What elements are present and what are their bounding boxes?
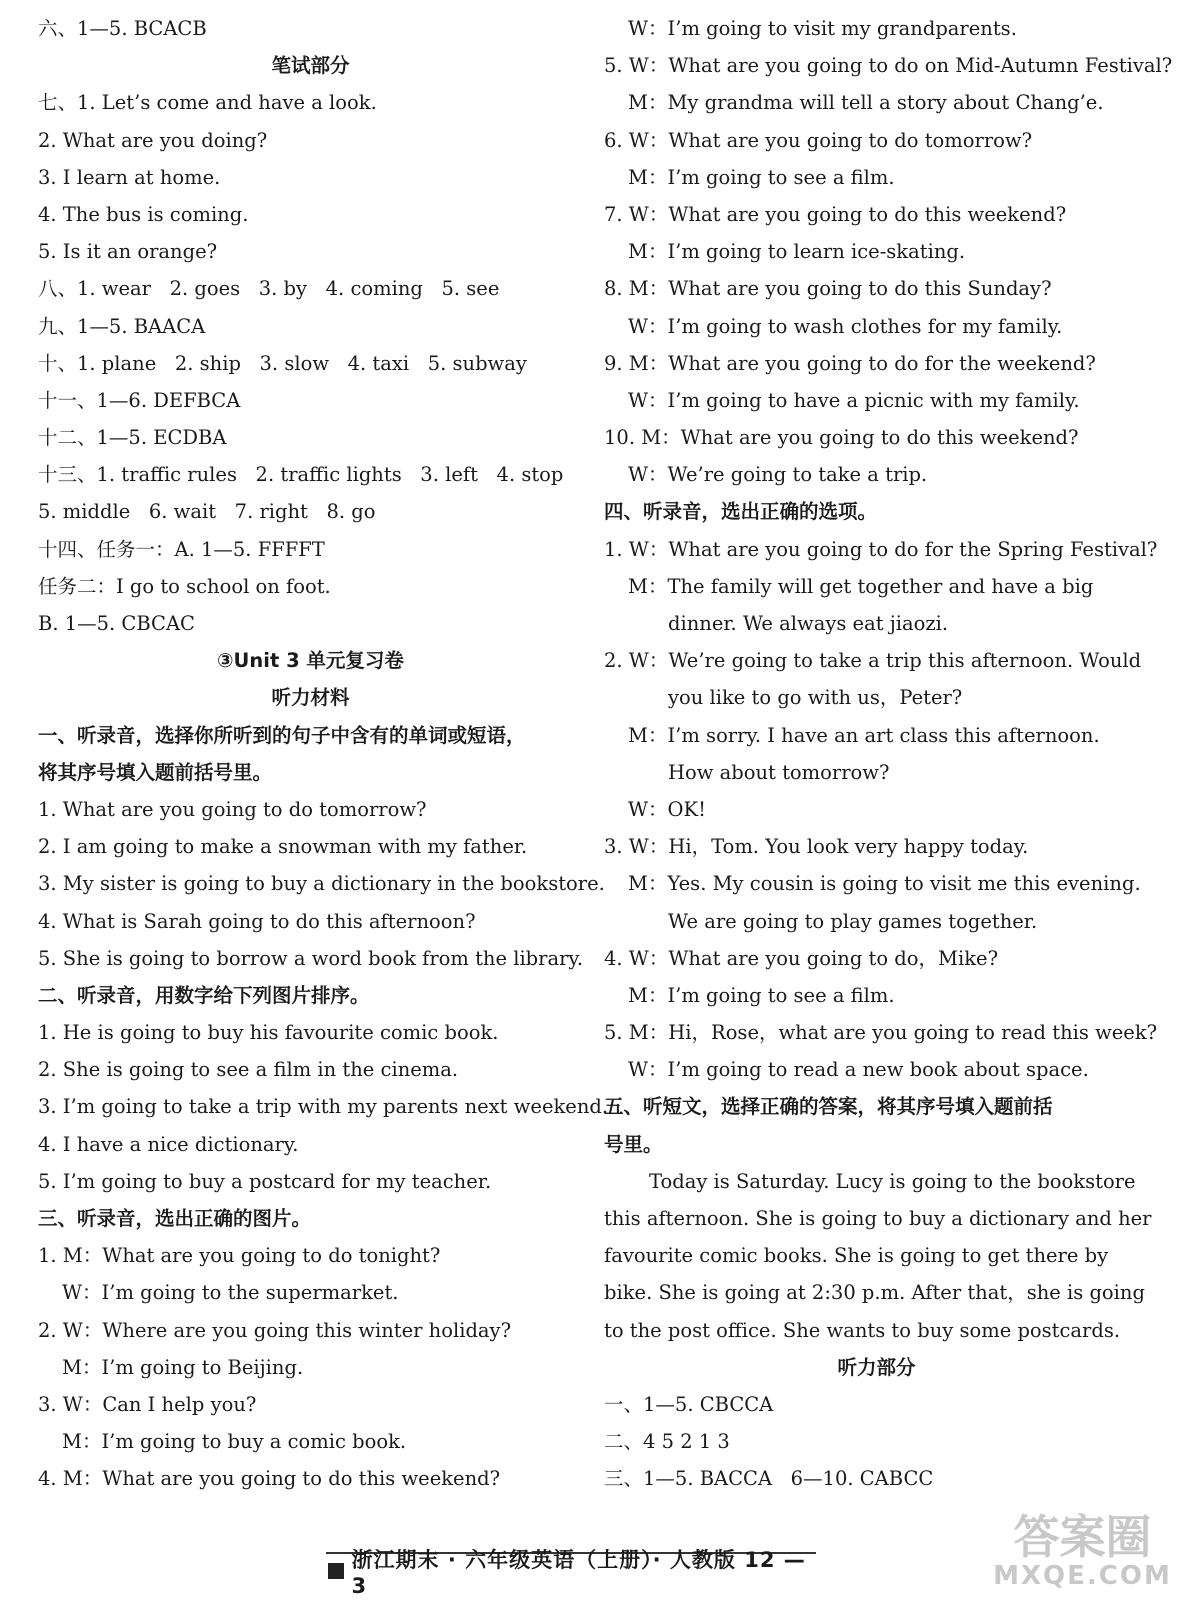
text-line: 十三、1. traffic rules 2. traffic lights 3. left 4. stop	[38, 463, 564, 487]
watermark-logo	[990, 1512, 1175, 1592]
text-line: 4. M：What are you going to do this weekend?	[38, 1467, 501, 1491]
text-line: M：The family will get together and have a big	[628, 574, 1094, 598]
text-line: 1. W：What are you going to do for the Spring Festival?	[604, 537, 1158, 561]
text-line: 2. W：We’re going to take a trip this afternoon. Would	[604, 649, 1142, 673]
text-line: 4. I have a nice dictionary.	[38, 1132, 299, 1156]
text-line: 7. W：What are you going to do this weekend?	[604, 202, 1067, 226]
text-line: W：I’m going to the supermarket.	[62, 1281, 399, 1305]
text-line: 3. I’m going to take a trip with my parents next weekend.	[38, 1095, 609, 1119]
text-line: 1. What are you going to do tomorrow?	[38, 797, 427, 821]
text-line: 10. M：What are you going to do this weekend?	[604, 426, 1079, 450]
section-heading: 五、听短文，选择正确的答案，将其序号填入题前括	[604, 1095, 1053, 1119]
text-line: M：Yes. My cousin is going to visit me this evening.	[628, 872, 1141, 896]
page-footer	[326, 1548, 816, 1598]
text-line: 4. The bus is coming.	[38, 202, 249, 226]
text-line: you like to go with us，Peter?	[668, 686, 963, 710]
text-line: W：We’re going to take a trip.	[628, 463, 928, 487]
text-line: 9. M：What are you going to do for the weekend?	[604, 351, 1096, 375]
text-line: favourite comic books. She is going to get there by	[604, 1244, 1109, 1268]
text-line: 六、1—5. BCACB	[38, 17, 207, 40]
text-line: M：I’m going to see a film.	[628, 165, 895, 189]
section-heading: 听力部分	[837, 1355, 916, 1379]
text-line: 3. I learn at home.	[38, 165, 221, 189]
text-line: 十、1. plane 2. ship 3. slow 4. taxi 5. subway	[38, 351, 527, 375]
text-line: 任务二：I go to school on foot.	[38, 574, 331, 598]
text-line: 5. She is going to borrow a word book from the library.	[38, 946, 584, 970]
section-heading: 将其序号填入题前括号里。	[38, 760, 273, 784]
text-line: W：I’m going to read a new book about space.	[628, 1058, 1089, 1082]
text-line: We are going to play games together.	[668, 909, 1038, 933]
footer-square-icon	[328, 1563, 344, 1579]
text-line: 九、1—5. BAACA	[38, 314, 206, 338]
section-heading: 二、听录音，用数字给下列图片排序。	[38, 983, 370, 1007]
left-column	[38, 10, 609, 1498]
text-line: W：I’m going to have a picnic with my family.	[628, 388, 1080, 412]
text-line: 5. Is it an orange?	[38, 240, 218, 264]
text-line: 5. middle 6. wait 7. right 8. go	[38, 500, 376, 524]
text-line: 十一、1—6. DEFBCA	[38, 388, 241, 412]
section-heading: 号里。	[604, 1132, 663, 1156]
text-line: W：I’m going to wash clothes for my family.	[628, 314, 1063, 338]
text-line: M：I’m going to learn ice-skating.	[628, 240, 966, 264]
text-line: 4. W：What are you going to do，Mike?	[604, 946, 999, 970]
text-line: 七、1. Let’s come and have a look.	[38, 91, 377, 115]
text-line: 1. M：What are you going to do tonight?	[38, 1244, 441, 1268]
text-line: this afternoon. She is going to buy a dictionary and her	[604, 1207, 1152, 1230]
section-heading: 三、听录音，选出正确的图片。	[38, 1207, 312, 1230]
text-line: B. 1—5. CBCAC	[38, 612, 195, 635]
text-line: 3. W：Hi，Tom. You look very happy today.	[604, 835, 1029, 859]
section-heading: 笔试部分	[271, 54, 350, 78]
footer-text: 浙江期末 · 六年级英语（上册）· 人教版 12 — 3	[351, 1548, 806, 1598]
text-line: 2. She is going to see a film in the cinema.	[38, 1058, 459, 1082]
section-heading: 听力材料	[271, 686, 350, 710]
text-line: 一、1—5. CBCCA	[604, 1392, 774, 1416]
right-column	[604, 10, 1173, 1498]
section-heading: ③Unit 3 单元复习卷	[217, 649, 404, 673]
watermark-line1: 答案圈	[1013, 1510, 1152, 1564]
text-line: to the post office. She wants to buy some postcards.	[604, 1318, 1121, 1342]
text-line: M：My grandma will tell a story about Chang’e.	[628, 91, 1104, 115]
text-line: 1. He is going to buy his favourite comic book.	[38, 1021, 499, 1045]
text-line: 2. What are you doing?	[38, 128, 268, 152]
text-line: How about tomorrow?	[668, 760, 890, 784]
text-line: M：I’m sorry. I have an art class this afternoon.	[628, 723, 1100, 747]
section-heading: 四、听录音，选出正确的选项。	[604, 500, 878, 524]
text-line: 2. I am going to make a snowman with my father.	[38, 835, 528, 859]
text-line: 三、1—5. BACCA 6—10. CABCC	[604, 1467, 934, 1491]
text-line: 3. W：Can I help you?	[38, 1392, 257, 1416]
text-line: W：I’m going to visit my grandparents.	[628, 17, 1017, 40]
text-line: W：OK!	[628, 797, 706, 821]
watermark-line2: MXQE.COM	[993, 1561, 1172, 1591]
section-heading: 一、听录音，选择你所听到的句子中含有的单词或短语，	[38, 723, 526, 747]
text-line: 3. My sister is going to buy a dictionary in the bookstore.	[38, 872, 605, 896]
text-line: 5. W：What are you going to do on Mid-Autumn Festival?	[604, 54, 1173, 78]
text-line: dinner. We always eat jiaozi.	[668, 612, 949, 635]
text-line: 十四、任务一：A. 1—5. FFFFT	[38, 537, 325, 561]
text-line: 5. M：Hi，Rose，what are you going to read this week?	[604, 1021, 1158, 1045]
text-line: 5. I’m going to buy a postcard for my teacher.	[38, 1169, 492, 1193]
text-line: 6. W：What are you going to do tomorrow?	[604, 128, 1033, 152]
text-line: 4. What is Sarah going to do this afternoon?	[38, 909, 476, 933]
text-line: 8. M：What are you going to do this Sunday?	[604, 277, 1052, 301]
text-line: 八、1. wear 2. goes 3. by 4. coming 5. see	[38, 277, 500, 301]
text-line: 2. W：Where are you going this winter holiday?	[38, 1318, 512, 1342]
text-line: M：I’m going to Beijing.	[62, 1355, 304, 1379]
text-line: M：I’m going to see a film.	[628, 983, 895, 1007]
text-line: M：I’m going to buy a comic book.	[62, 1430, 407, 1454]
text-line: 二、4 5 2 1 3	[604, 1430, 730, 1454]
text-line: Today is Saturday. Lucy is going to the bookstore	[649, 1169, 1136, 1193]
text-line: 十二、1—5. ECDBA	[38, 426, 227, 450]
text-line: bike. She is going at 2:30 p.m. After that，she is going	[604, 1281, 1145, 1305]
